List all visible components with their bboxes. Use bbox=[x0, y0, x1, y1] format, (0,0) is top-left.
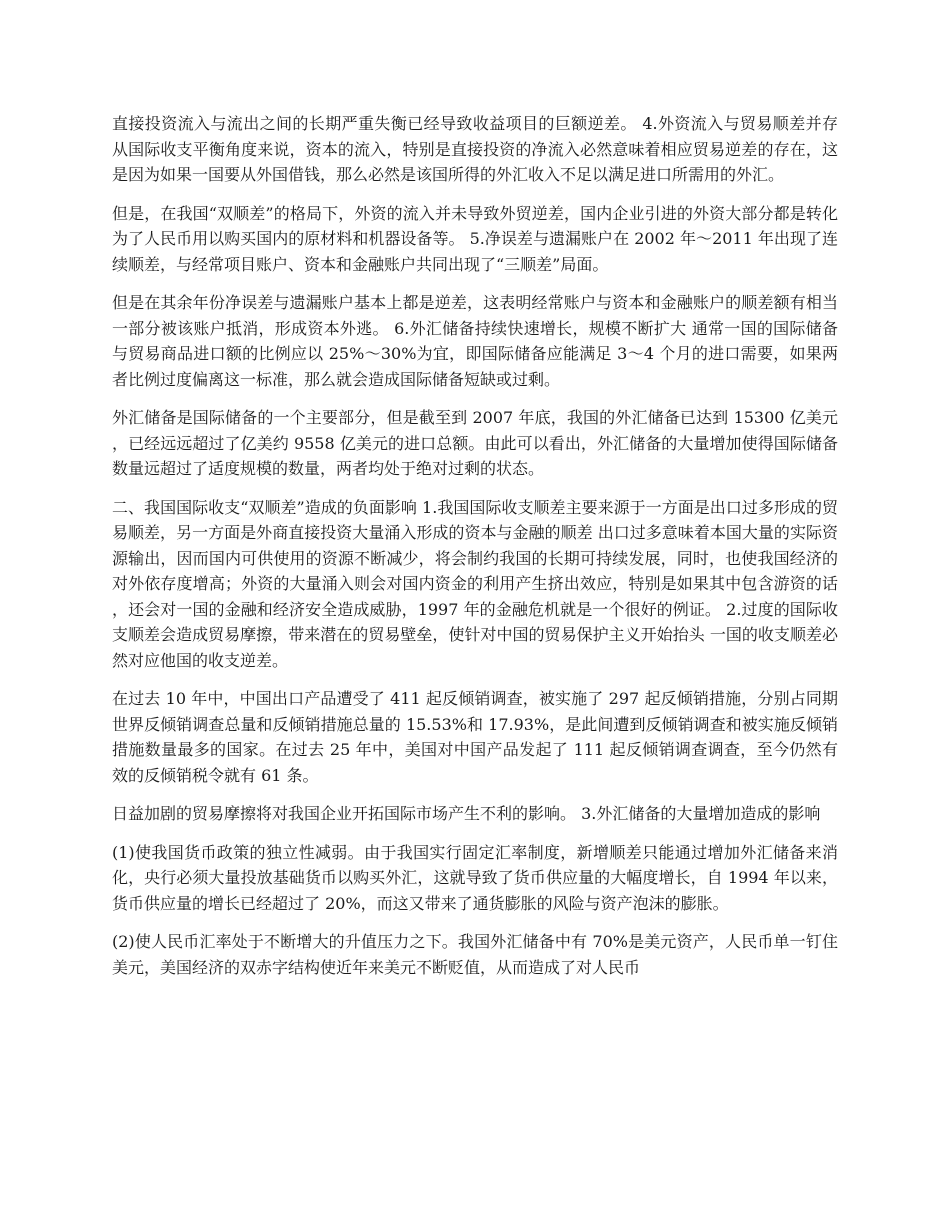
paragraph-3: 但是在其余年份净误差与遗漏账户基本上都是逆差，这表明经常账户与资本和金融账户的顺差额有相当一部分被该账户抵消，形成资本外逃。 6.外汇储备持续快速增长，规模不断扩大 通常一国的国际储备与贸易商品进口额的比例应以 25%～30%为宜，即国际储备应能满足 3～4 个月的进口需要，如果两者比例过度偏离这一标准，那么就会造成国际储备短缺或过剩。 bbox=[112, 293, 838, 389]
paragraph-8: (1)使我国货币政策的独立性减弱。由于我国实行固定汇率制度，新增顺差只能通过增加外汇储备来消化，央行必须大量投放基础货币以购买外汇，这就导致了货币供应量的大幅度增长，自 1994 年以来，货币供应量的增长已经超过了 20%，而这又带来了通货膨胀的风险与资产泡沫的膨胀。 bbox=[112, 842, 838, 913]
paragraph-9: (2)使人民币汇率处于不断增大的升值压力之下。我国外汇储备中有 70%是美元资产，人民币单一钉住美元，美国经济的双赤字结构使近年来美元不断贬值，从而造成了对人民币 bbox=[112, 932, 838, 977]
paragraph-2: 但是，在我国“双顺差”的格局下，外资的流入并未导致外贸逆差，国内企业引进的外资大部分都是转化为了人民币用以购买国内的原材料和机器设备等。 5.净误差与遗漏账户在 2002 年～2011 年出现了连续顺差，与经常项目账户、资本和金融账户共同出现了“三顺差”局面。 bbox=[112, 203, 838, 274]
paragraph-1: 直接投资流入与流出之间的长期严重失衡已经导致收益项目的巨额逆差。 4.外资流入与贸易顺差并存 从国际收支平衡角度来说，资本的流入，特别是直接投资的净流入必然意味着相应贸易逆差的存在，这是因为如果一国要从外国借钱，那么必然是该国所得的外汇收入不足以满足进口所需用的外汇。 bbox=[112, 114, 838, 184]
paragraph-7: 日益加剧的贸易摩擦将对我国企业开拓国际市场产生不利的影响。 3.外汇储备的大量增加造成的影响 bbox=[112, 804, 821, 823]
paragraph-5: 二、我国国际收支“双顺差”造成的负面影响 1.我国国际收支顺差主要来源于一方面是出口过多形成的贸易顺差，另一方面是外商直接投资大量涌入形成的资本与金融的顺差 出口过多意味着本国大量的实际资源输出，因而国内可供使用的资源不断减少，将会制约我国的长期可持续发展，同时，也使我国经济的对外依存度增高；外资的大量涌入则会对国内资金的利用产生挤出效应，特别是如果其中包含游资的话，还会对一国的金融和经济安全造成威胁，1997 年的金融危机就是一个很好的例证。 2.过度的国际收支顺差会造成贸易摩擦，带来潜在的贸易壁垒，使针对中国的贸易保护主义开始抬头 一国的收支顺差必然对应他国的收支逆差。 bbox=[112, 497, 838, 670]
paragraph-4: 外汇储备是国际储备的一个主要部分，但是截至到 2007 年底，我国的外汇储备已达到 15300 亿美元，已经远远超过了亿美约 9558 亿美元的进口总额。由此可以看出，外汇储备的大量增加使得国际储备数量远超过了适度规模的数量，两者均处于绝对过剩的状态。 bbox=[112, 408, 838, 478]
paragraph-6: 在过去 10 年中，中国出口产品遭受了 411 起反倾销调查，被实施了 297 起反倾销措施，分别占同期世界反倾销调查总量和反倾销措施总量的 15.53%和 17.93%，是此间遭到反倾销调查和被实施反倾销措施数量最多的国家。在过去 25 年中，美国对中国产品发起了 111 起反倾销调查调查，至今仍然有效的反倾销税令就有 61 条。 bbox=[112, 689, 838, 785]
